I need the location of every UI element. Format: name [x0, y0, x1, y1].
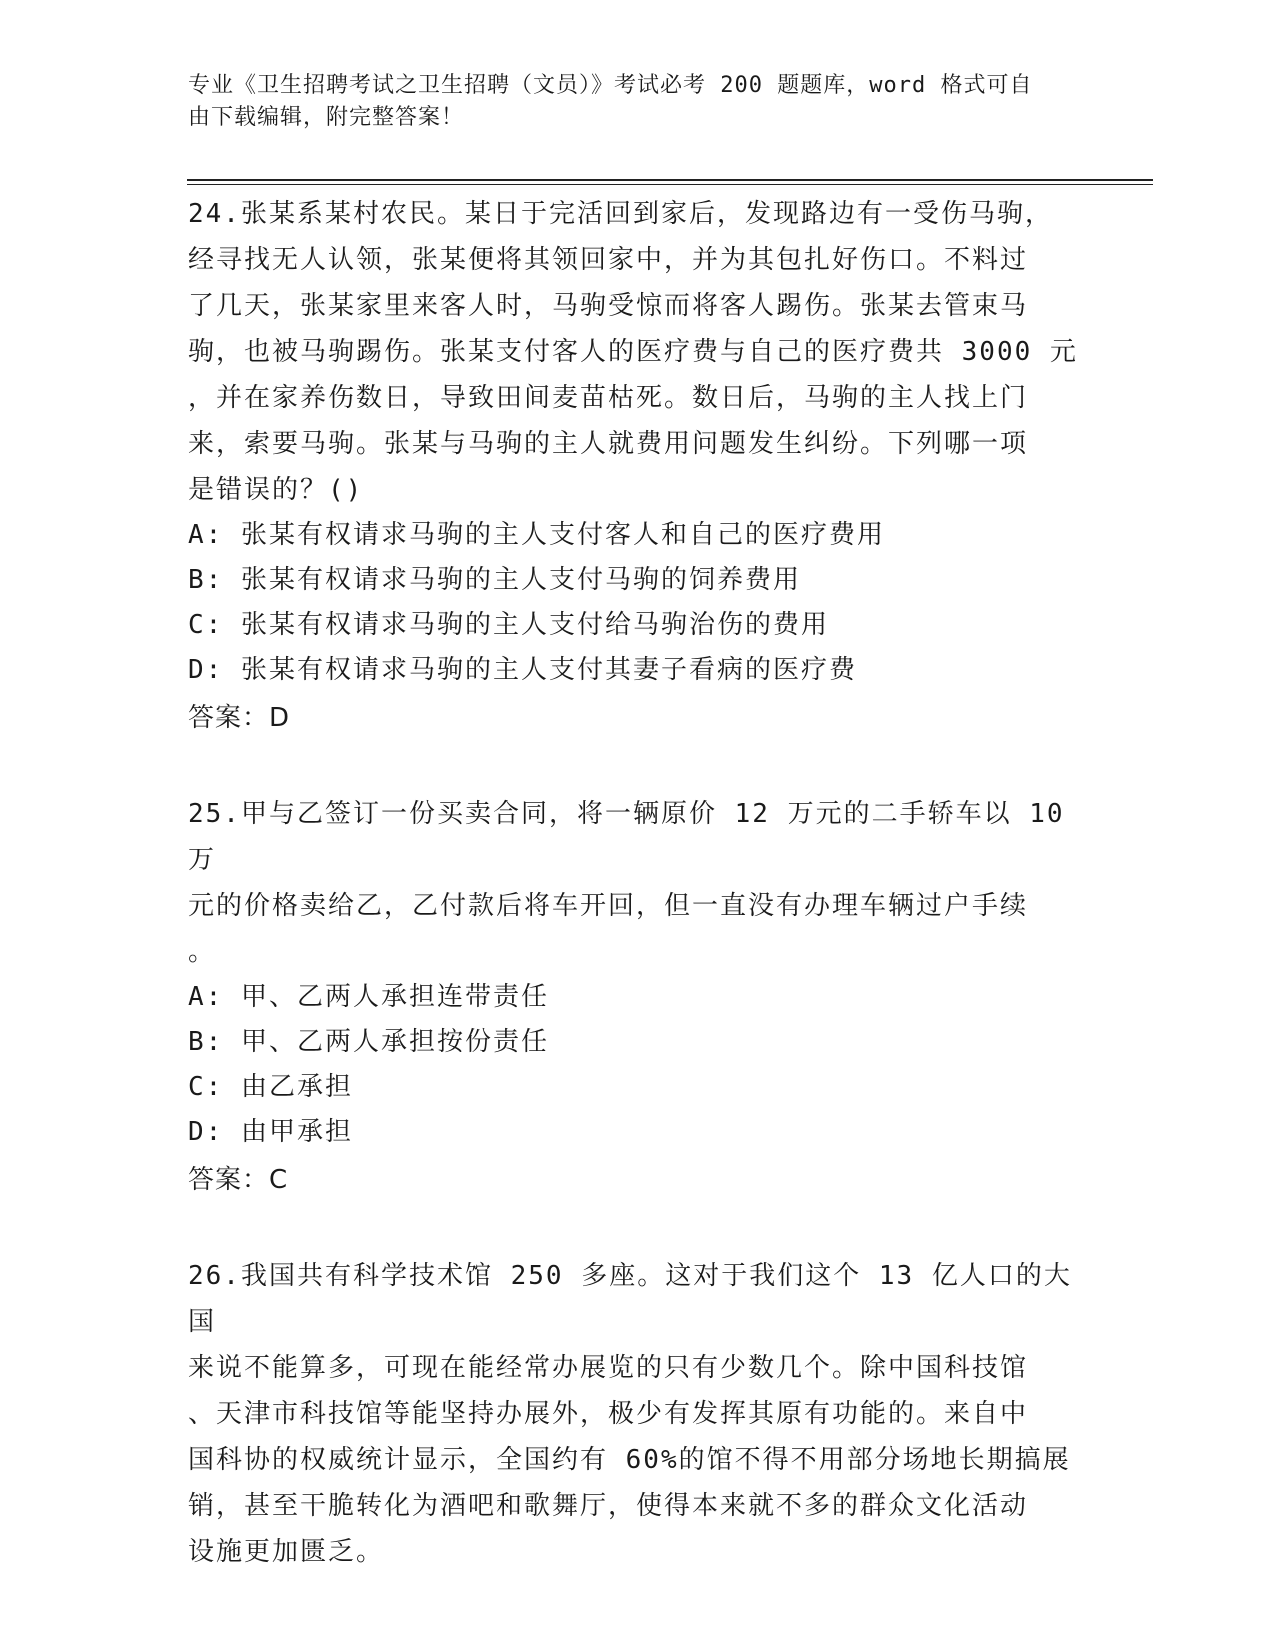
question-line: 26.我国共有科学技术馆 250 多座。这对于我们这个 13 亿人口的大国: [188, 1261, 1072, 1337]
question-line: ，并在家养伤数日，导致田间麦苗枯死。数日后，马驹的主人找上门: [188, 383, 1029, 413]
option-b: B: 张某有权请求马驹的主人支付马驹的饲养费用: [188, 565, 801, 595]
option-d: D: 张某有权请求马驹的主人支付其妻子看病的医疗费: [188, 655, 857, 685]
question-line: 元的价格卖给乙，乙付款后将车开回，但一直没有办理车辆过户手续: [188, 891, 1029, 921]
question-line: 驹，也被马驹踢伤。张某支付客人的医疗费与自己的医疗费共 3000 元: [188, 337, 1078, 367]
question-line: 了几天，张某家里来客人时，马驹受惊而将客人踢伤。张某去管束马: [188, 291, 1029, 321]
question-line: 、天津市科技馆等能坚持办展外，极少有发挥其原有功能的。来自中: [188, 1399, 1029, 1429]
answer-line: 答案：D: [188, 703, 291, 733]
header-rule-thin: [187, 184, 1153, 185]
question-list: [188, 191, 1088, 1575]
question-24: [188, 191, 1088, 743]
question-line: 。: [188, 937, 217, 967]
question-line: 来说不能算多，可现在能经常办展览的只有少数几个。除中国科技馆: [188, 1353, 1029, 1383]
question-text: [188, 1253, 1088, 1575]
question-line: 是错误的？(): [188, 475, 364, 505]
question-line: 销，甚至干脆转化为酒吧和歌舞厅，使得本来就不多的群众文化活动: [188, 1491, 1029, 1521]
question-text: [188, 791, 1088, 975]
document-header: [188, 70, 1088, 134]
answer-line: 答案：C: [188, 1165, 289, 1195]
question-line: 25.甲与乙签订一份买卖合同，将一辆原价 12 万元的二手轿车以 10 万: [188, 799, 1065, 875]
option-b: B: 甲、乙两人承担按份责任: [188, 1027, 549, 1057]
question-line: 国科协的权威统计显示，全国约有 60%的馆不得不用部分场地长期搞展: [188, 1445, 1071, 1475]
question-26: [188, 1253, 1088, 1575]
header-line-1: 专业《卫生招聘考试之卫生招聘（文员）》考试必考 200 题题库，word 格式可自: [188, 73, 1033, 98]
option-c: C: 由乙承担: [188, 1072, 353, 1102]
question-line: 设施更加匮乏。: [188, 1537, 385, 1567]
option-d: D: 由甲承担: [188, 1117, 353, 1147]
question-25: [188, 791, 1088, 1205]
question-line: 来，索要马驹。张某与马驹的主人就费用问题发生纠纷。下列哪一项: [188, 429, 1029, 459]
question-line: 经寻找无人认领，张某便将其领回家中，并为其包扎好伤口。不料过: [188, 245, 1029, 275]
header-rule-thick: [187, 179, 1153, 181]
option-a: A: 张某有权请求马驹的主人支付客人和自己的医疗费用: [188, 520, 885, 550]
option-a: A: 甲、乙两人承担连带责任: [188, 982, 549, 1012]
spacer: [188, 743, 1088, 791]
option-c: C: 张某有权请求马驹的主人支付给马驹治伤的费用: [188, 610, 829, 640]
question-text: [188, 191, 1088, 513]
question-line: 24.张某系某村农民。某日于完活回到家后，发现路边有一受伤马驹，: [188, 199, 1053, 229]
header-line-2: 由下载编辑，附完整答案！: [188, 105, 465, 130]
spacer: [188, 1205, 1088, 1253]
